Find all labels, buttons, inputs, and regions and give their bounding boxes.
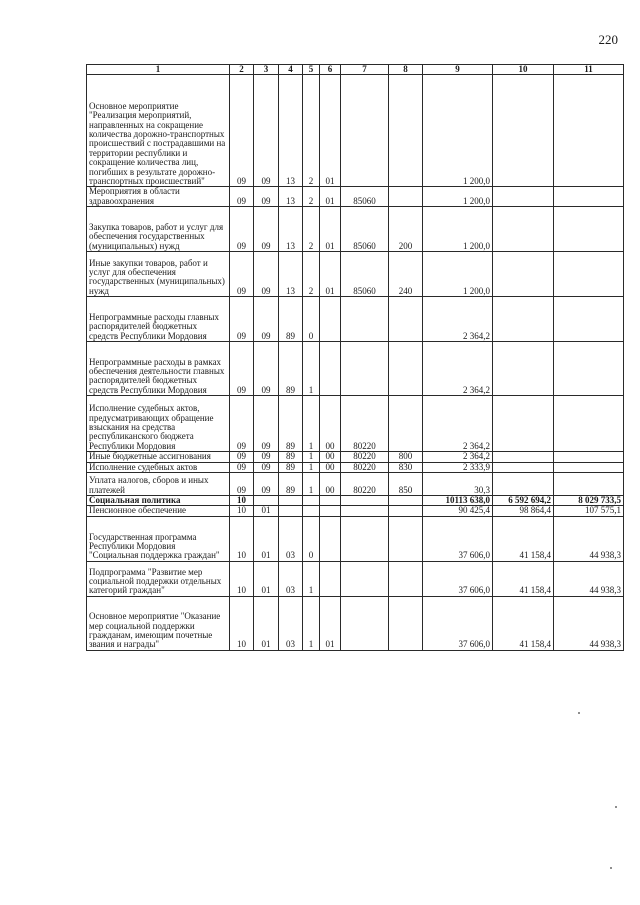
- row-value-cell: 0: [303, 297, 320, 342]
- row-value-cell: [554, 297, 624, 342]
- table-row: [87, 596, 624, 650]
- table-row: [87, 207, 624, 252]
- row-value-cell: 1: [303, 596, 320, 650]
- col-header: 3: [254, 65, 279, 75]
- row-value-cell: [493, 342, 554, 396]
- row-value-cell: 13: [279, 187, 303, 207]
- row-value-cell: [389, 496, 423, 506]
- row-value-cell: 09: [254, 462, 279, 472]
- row-value-cell: 80220: [341, 452, 389, 462]
- row-value-cell: [341, 596, 389, 650]
- row-value-cell: [493, 452, 554, 462]
- row-value-cell: 8 029 733,5: [554, 496, 624, 506]
- row-value-cell: [303, 496, 320, 506]
- col-header: 11: [554, 65, 624, 75]
- row-value-cell: [320, 516, 341, 561]
- row-value-cell: 1: [303, 342, 320, 396]
- row-value-cell: [493, 75, 554, 187]
- row-label-cell: Уплата налогов, сборов и иных платежей: [87, 473, 230, 496]
- row-value-cell: 09: [230, 252, 254, 297]
- row-value-cell: 10113 638,0: [423, 496, 493, 506]
- row-value-cell: 01: [320, 75, 341, 187]
- table-row: [87, 252, 624, 297]
- row-value-cell: 89: [279, 342, 303, 396]
- row-value-cell: 10: [230, 496, 254, 506]
- row-value-cell: [554, 75, 624, 187]
- row-value-cell: [320, 506, 341, 516]
- row-value-cell: [341, 297, 389, 342]
- scan-speck: [578, 712, 580, 714]
- row-label-cell: Исполнение судебных актов, предусматривающих обращение взыскания на средства республиканского бюджета Республики Мордовия: [87, 396, 230, 452]
- row-value-cell: [341, 506, 389, 516]
- row-label-cell: Иные бюджетные ассигнования: [87, 452, 230, 462]
- row-value-cell: 03: [279, 561, 303, 596]
- row-value-cell: 09: [254, 252, 279, 297]
- row-value-cell: 09: [254, 342, 279, 396]
- row-value-cell: 09: [254, 297, 279, 342]
- col-header: 10: [493, 65, 554, 75]
- row-value-cell: 80220: [341, 473, 389, 496]
- row-value-cell: 41 158,4: [493, 561, 554, 596]
- row-value-cell: [320, 496, 341, 506]
- row-value-cell: 01: [320, 207, 341, 252]
- row-value-cell: 1: [303, 462, 320, 472]
- row-label-cell: Иные закупки товаров, работ и услуг для обеспечения государственных (муниципальных) нужд: [87, 252, 230, 297]
- col-header: 4: [279, 65, 303, 75]
- row-value-cell: 240: [389, 252, 423, 297]
- row-label-cell: Пенсионное обеспечение: [87, 506, 230, 516]
- row-value-cell: 10: [230, 596, 254, 650]
- scan-speck: [610, 867, 612, 869]
- row-value-cell: [554, 462, 624, 472]
- row-value-cell: 01: [254, 561, 279, 596]
- row-value-cell: 09: [230, 207, 254, 252]
- row-value-cell: 1 200,0: [423, 252, 493, 297]
- row-value-cell: [389, 75, 423, 187]
- row-value-cell: 80220: [341, 396, 389, 452]
- row-value-cell: 44 938,3: [554, 561, 624, 596]
- row-value-cell: [320, 342, 341, 396]
- row-value-cell: [554, 187, 624, 207]
- row-value-cell: 44 938,3: [554, 516, 624, 561]
- row-value-cell: 09: [254, 396, 279, 452]
- row-value-cell: 09: [230, 462, 254, 472]
- row-value-cell: 44 938,3: [554, 596, 624, 650]
- row-value-cell: [389, 596, 423, 650]
- row-value-cell: [554, 207, 624, 252]
- row-value-cell: 09: [254, 473, 279, 496]
- row-value-cell: 89: [279, 452, 303, 462]
- table-row: [87, 561, 624, 596]
- row-value-cell: [389, 396, 423, 452]
- row-value-cell: [254, 496, 279, 506]
- row-value-cell: [341, 516, 389, 561]
- row-value-cell: 2 364,2: [423, 452, 493, 462]
- row-value-cell: 89: [279, 473, 303, 496]
- row-value-cell: 89: [279, 297, 303, 342]
- row-value-cell: 01: [254, 596, 279, 650]
- row-value-cell: [493, 462, 554, 472]
- col-header: 6: [320, 65, 341, 75]
- row-value-cell: [554, 342, 624, 396]
- row-value-cell: 85060: [341, 252, 389, 297]
- row-value-cell: [341, 496, 389, 506]
- row-value-cell: 30,3: [423, 473, 493, 496]
- row-value-cell: 13: [279, 207, 303, 252]
- table-row: [87, 396, 624, 452]
- row-value-cell: 13: [279, 75, 303, 187]
- row-value-cell: [493, 297, 554, 342]
- row-value-cell: 98 864,4: [493, 506, 554, 516]
- table-row: [87, 297, 624, 342]
- row-value-cell: 37 606,0: [423, 561, 493, 596]
- row-value-cell: [279, 506, 303, 516]
- row-label-cell: Социальная политика: [87, 496, 230, 506]
- row-value-cell: 2: [303, 207, 320, 252]
- row-value-cell: 2 364,2: [423, 297, 493, 342]
- row-value-cell: 09: [230, 75, 254, 187]
- table-row: [87, 187, 624, 207]
- row-value-cell: 03: [279, 596, 303, 650]
- table-row: [87, 75, 624, 187]
- row-value-cell: [554, 396, 624, 452]
- row-value-cell: 1: [303, 452, 320, 462]
- row-value-cell: 09: [254, 75, 279, 187]
- row-value-cell: 09: [230, 396, 254, 452]
- row-value-cell: 00: [320, 396, 341, 452]
- row-value-cell: [320, 561, 341, 596]
- table-row: [87, 452, 624, 462]
- col-header: 7: [341, 65, 389, 75]
- row-value-cell: 09: [230, 297, 254, 342]
- row-value-cell: 90 425,4: [423, 506, 493, 516]
- row-value-cell: [554, 452, 624, 462]
- row-value-cell: 03: [279, 516, 303, 561]
- row-value-cell: [303, 506, 320, 516]
- table-row: [87, 462, 624, 472]
- row-value-cell: 01: [254, 516, 279, 561]
- row-value-cell: 2: [303, 75, 320, 187]
- row-value-cell: [493, 207, 554, 252]
- row-value-cell: 830: [389, 462, 423, 472]
- table-header-row: [87, 65, 624, 75]
- col-header: 2: [230, 65, 254, 75]
- row-value-cell: 01: [320, 596, 341, 650]
- table-row: [87, 516, 624, 561]
- row-value-cell: 2: [303, 187, 320, 207]
- row-value-cell: 1: [303, 561, 320, 596]
- row-value-cell: 89: [279, 462, 303, 472]
- table-row: [87, 496, 624, 506]
- row-value-cell: 09: [254, 187, 279, 207]
- row-value-cell: [389, 516, 423, 561]
- row-value-cell: 09: [254, 452, 279, 462]
- row-value-cell: [389, 561, 423, 596]
- row-value-cell: [493, 396, 554, 452]
- col-header: 9: [423, 65, 493, 75]
- row-value-cell: 1: [303, 473, 320, 496]
- row-value-cell: 41 158,4: [493, 516, 554, 561]
- row-value-cell: 850: [389, 473, 423, 496]
- row-value-cell: 01: [254, 506, 279, 516]
- row-value-cell: 37 606,0: [423, 596, 493, 650]
- row-label-cell: Непрограммные расходы в рамках обеспечения деятельности главных распорядителей бюджетных средств Республики Мордовия: [87, 342, 230, 396]
- row-value-cell: [493, 187, 554, 207]
- row-value-cell: 09: [230, 473, 254, 496]
- row-value-cell: [341, 75, 389, 187]
- row-value-cell: 2 364,2: [423, 342, 493, 396]
- row-value-cell: 10: [230, 506, 254, 516]
- row-value-cell: [389, 187, 423, 207]
- row-value-cell: 800: [389, 452, 423, 462]
- row-value-cell: [320, 297, 341, 342]
- row-value-cell: [554, 252, 624, 297]
- row-value-cell: 0: [303, 516, 320, 561]
- row-value-cell: [341, 342, 389, 396]
- scan-speck: [615, 806, 617, 808]
- row-label-cell: Непрограммные расходы главных распорядителей бюджетных средств Республики Мордовия: [87, 297, 230, 342]
- row-value-cell: 6 592 694,2: [493, 496, 554, 506]
- row-value-cell: 37 606,0: [423, 516, 493, 561]
- row-value-cell: 1 200,0: [423, 187, 493, 207]
- row-value-cell: 85060: [341, 187, 389, 207]
- row-value-cell: 80220: [341, 462, 389, 472]
- row-value-cell: [554, 473, 624, 496]
- row-label-cell: Подпрограмма "Развитие мер социальной поддержки отдельных категорий граждан": [87, 561, 230, 596]
- row-value-cell: 09: [230, 187, 254, 207]
- row-value-cell: 09: [230, 452, 254, 462]
- row-value-cell: 09: [230, 342, 254, 396]
- row-value-cell: [493, 473, 554, 496]
- row-value-cell: [341, 561, 389, 596]
- table-row: [87, 506, 624, 516]
- row-value-cell: 01: [320, 252, 341, 297]
- row-value-cell: [389, 297, 423, 342]
- row-value-cell: [389, 506, 423, 516]
- row-value-cell: 1 200,0: [423, 207, 493, 252]
- row-value-cell: 2: [303, 252, 320, 297]
- row-value-cell: 200: [389, 207, 423, 252]
- col-header: 8: [389, 65, 423, 75]
- row-value-cell: 2 333,9: [423, 462, 493, 472]
- row-value-cell: 1: [303, 396, 320, 452]
- col-header: 1: [87, 65, 230, 75]
- row-value-cell: 41 158,4: [493, 596, 554, 650]
- row-value-cell: 09: [254, 207, 279, 252]
- row-label-cell: Государственная программа Республики Мордовия "Социальная поддержка граждан": [87, 516, 230, 561]
- row-value-cell: 00: [320, 452, 341, 462]
- row-value-cell: 10: [230, 561, 254, 596]
- budget-table: [86, 64, 624, 651]
- row-value-cell: 89: [279, 396, 303, 452]
- row-value-cell: 00: [320, 473, 341, 496]
- row-value-cell: [389, 342, 423, 396]
- row-label-cell: Исполнение судебных актов: [87, 462, 230, 472]
- row-value-cell: [279, 496, 303, 506]
- row-value-cell: 1 200,0: [423, 75, 493, 187]
- table-row: [87, 473, 624, 496]
- row-value-cell: [493, 252, 554, 297]
- row-value-cell: 13: [279, 252, 303, 297]
- row-label-cell: Мероприятия в области здравоохранения: [87, 187, 230, 207]
- row-label-cell: Основное мероприятие "Реализация мероприятий, направленных на сокращение количества дорожно-транспортных происшествий с пострадавшими на территории республики и сокращение количества лиц, погибших в результате дорожно-транспортных происшествий": [87, 75, 230, 187]
- row-value-cell: 107 575,1: [554, 506, 624, 516]
- row-label-cell: Закупка товаров, работ и услуг для обеспечения государственных (муниципальных) нужд: [87, 207, 230, 252]
- row-label-cell: Основное мероприятие "Оказание мер социальной поддержки гражданам, имеющим почетные звания и награды": [87, 596, 230, 650]
- row-value-cell: 01: [320, 187, 341, 207]
- row-value-cell: 2 364,2: [423, 396, 493, 452]
- row-value-cell: 00: [320, 462, 341, 472]
- table-row: [87, 342, 624, 396]
- page-number: 220: [598, 32, 618, 47]
- row-value-cell: 10: [230, 516, 254, 561]
- row-value-cell: 85060: [341, 207, 389, 252]
- col-header: 5: [303, 65, 320, 75]
